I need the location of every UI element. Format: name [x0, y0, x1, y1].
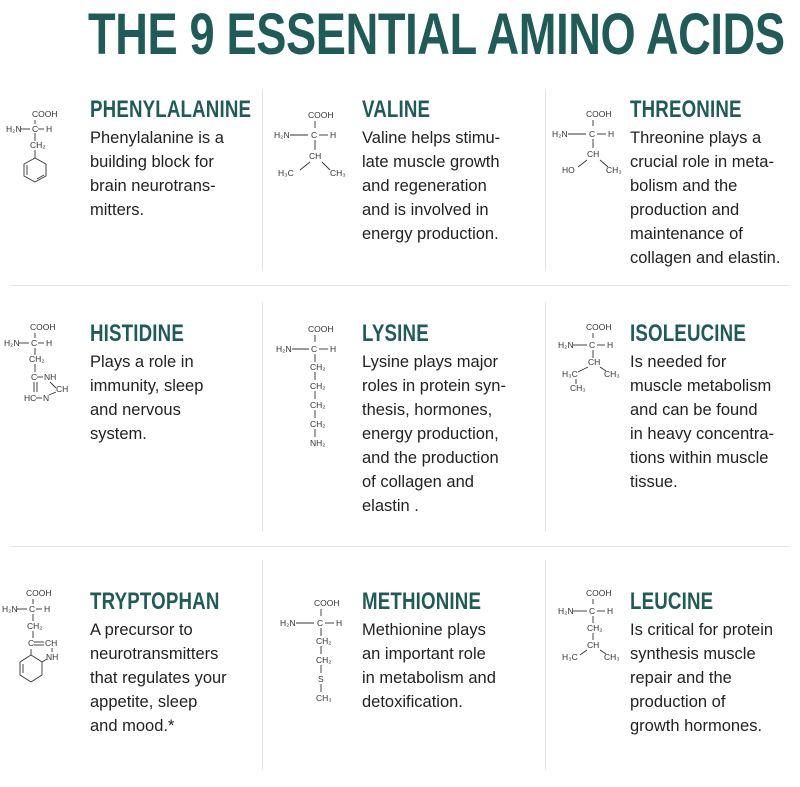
svg-text:H: H — [46, 124, 53, 134]
amino-acid-name: VALINE — [362, 96, 431, 123]
svg-text:CH₂: CH₂ — [310, 362, 326, 372]
amino-acid-card-leucine — [540, 572, 800, 787]
svg-text:NH₂: NH₂ — [310, 438, 326, 448]
amino-acid-name: THREONINE — [630, 96, 742, 123]
histidine-structure-icon — [0, 304, 90, 494]
svg-text:COOH: COOH — [314, 598, 340, 608]
svg-text:COOH: COOH — [308, 324, 334, 334]
svg-text:NH: NH — [44, 372, 57, 382]
svg-text:S: S — [318, 674, 324, 684]
svg-text:H₂N: H₂N — [6, 124, 22, 134]
amino-acid-description: Valine helps stimu- late muscle growth and regeneration and is involved in energy production. — [362, 129, 501, 243]
svg-text:H: H — [336, 618, 343, 628]
svg-text:COOH: COOH — [32, 109, 58, 119]
amino-acid-card-phenylalanine — [0, 80, 265, 295]
svg-text:H₂N: H₂N — [4, 338, 20, 348]
svg-text:CH: CH — [588, 357, 601, 367]
amino-acid-card-tryptophan — [0, 572, 265, 787]
svg-text:H₂N: H₂N — [280, 618, 296, 628]
lysine-structure-icon — [272, 304, 362, 494]
svg-text:C: C — [589, 606, 596, 616]
svg-text:CH₂: CH₂ — [587, 623, 603, 633]
svg-text:CH₃: CH₃ — [316, 693, 332, 703]
svg-text:COOH: COOH — [586, 109, 612, 119]
svg-text:CH₂: CH₂ — [310, 400, 326, 410]
svg-text:CH₃: CH₃ — [606, 165, 622, 175]
threonine-structure-icon — [540, 80, 630, 270]
svg-text:H₃C: H₃C — [562, 652, 578, 662]
svg-text:C: C — [317, 618, 324, 628]
svg-text:C: C — [311, 130, 318, 140]
svg-text:CH₂: CH₂ — [29, 354, 45, 364]
amino-acid-card-threonine — [540, 80, 800, 295]
svg-text:COOH: COOH — [586, 588, 612, 598]
svg-text:COOH: COOH — [308, 110, 334, 120]
svg-text:N: N — [43, 393, 50, 403]
svg-text:CH₃: CH₃ — [604, 652, 620, 662]
svg-text:C: C — [31, 372, 38, 382]
amino-acid-card-methionine — [272, 572, 537, 787]
svg-text:C: C — [32, 124, 39, 134]
leucine-structure-icon — [540, 572, 630, 762]
svg-text:C: C — [589, 129, 596, 139]
svg-text:H: H — [44, 604, 51, 614]
svg-text:H₂N: H₂N — [552, 129, 568, 139]
svg-text:C: C — [31, 338, 38, 348]
amino-acid-name: METHIONINE — [362, 588, 482, 615]
amino-acid-description: Threonine plays a crucial role in meta- bolism and the production and maintenance of collagen and elastin. — [630, 129, 781, 267]
amino-acid-name: TRYPTOPHAN — [90, 588, 220, 615]
svg-text:CH: CH — [309, 151, 322, 161]
page-title: THE 9 ESSENTIAL AMINO ACIDS — [88, 2, 785, 67]
svg-text:HO: HO — [562, 165, 575, 175]
amino-acid-grid — [0, 80, 800, 780]
svg-text:COOH: COOH — [26, 588, 52, 598]
svg-text:H₃C: H₃C — [278, 168, 294, 178]
phenylalanine-structure-icon — [0, 80, 90, 270]
amino-acid-description: Methionine plays an important role in metabolism and detoxification. — [362, 621, 496, 711]
svg-text:HC: HC — [24, 393, 37, 403]
svg-text:H₂N: H₂N — [276, 344, 292, 354]
svg-text:H₂N: H₂N — [558, 606, 574, 616]
svg-text:H₂N: H₂N — [2, 604, 18, 614]
tryptophan-structure-icon — [0, 572, 90, 762]
svg-text:NH: NH — [46, 652, 59, 662]
svg-text:COOH: COOH — [30, 322, 56, 332]
amino-acid-description: Is critical for protein synthesis muscle repair and the production of growth hormones. — [630, 621, 774, 735]
amino-acid-name: ISOLEUCINE — [630, 320, 746, 347]
svg-text:CH₂: CH₂ — [310, 419, 326, 429]
svg-text:CH₂: CH₂ — [316, 636, 332, 646]
svg-text:CH: CH — [45, 638, 58, 648]
svg-text:CH₂: CH₂ — [310, 381, 326, 391]
svg-text:C: C — [311, 344, 318, 354]
amino-acid-description: Plays a role in immunity, sleep and nervous system. — [90, 353, 204, 443]
svg-text:H: H — [607, 606, 614, 616]
svg-text:CH: CH — [587, 149, 600, 159]
svg-text:CH₂: CH₂ — [30, 140, 46, 150]
amino-acid-card-histidine — [0, 304, 265, 519]
svg-text:CH: CH — [56, 384, 69, 394]
svg-text:CH₃: CH₃ — [570, 383, 586, 393]
svg-text:C: C — [589, 340, 596, 350]
svg-text:H: H — [607, 340, 614, 350]
svg-text:CH₂: CH₂ — [27, 621, 43, 631]
svg-text:COOH: COOH — [586, 322, 612, 332]
svg-text:H: H — [330, 344, 337, 354]
svg-text:CH₃: CH₃ — [330, 168, 346, 178]
isoleucine-structure-icon — [540, 304, 630, 494]
amino-acid-name: PHENYLALANINE — [90, 96, 252, 123]
svg-text:H: H — [46, 338, 53, 348]
methionine-structure-icon — [272, 572, 362, 762]
amino-acid-name: HISTIDINE — [90, 320, 184, 347]
amino-acid-card-valine — [272, 80, 537, 295]
svg-text:H: H — [330, 130, 337, 140]
svg-text:H₃C: H₃C — [562, 369, 578, 379]
valine-structure-icon — [272, 80, 362, 270]
amino-acid-description: A precursor to neurotransmitters that regulates your appetite, sleep and mood.* — [90, 621, 227, 735]
amino-acid-card-isoleucine — [540, 304, 800, 519]
row-divider — [10, 546, 790, 547]
svg-text:C: C — [29, 604, 36, 614]
svg-text:CH: CH — [587, 640, 600, 650]
svg-text:CH₃: CH₃ — [604, 369, 620, 379]
svg-text:C: C — [28, 638, 35, 648]
amino-acid-name: LEUCINE — [630, 588, 714, 615]
svg-text:H₂N: H₂N — [558, 340, 574, 350]
svg-text:CH₂: CH₂ — [316, 655, 332, 665]
amino-acid-description: Lysine plays major roles in protein syn- thesis, hormones, energy production, and the production of collagen and elastin . — [362, 353, 506, 515]
amino-acid-card-lysine — [272, 304, 537, 519]
amino-acid-name: LYSINE — [362, 320, 429, 347]
amino-acid-description: Phenylalanine is a building block for brain neurotrans- mitters. — [90, 129, 224, 219]
amino-acid-description: Is needed for muscle metabolism and can be found in heavy concentra- tions within muscle tissue. — [630, 353, 774, 491]
svg-text:H₂N: H₂N — [274, 130, 290, 140]
svg-text:H: H — [608, 129, 615, 139]
